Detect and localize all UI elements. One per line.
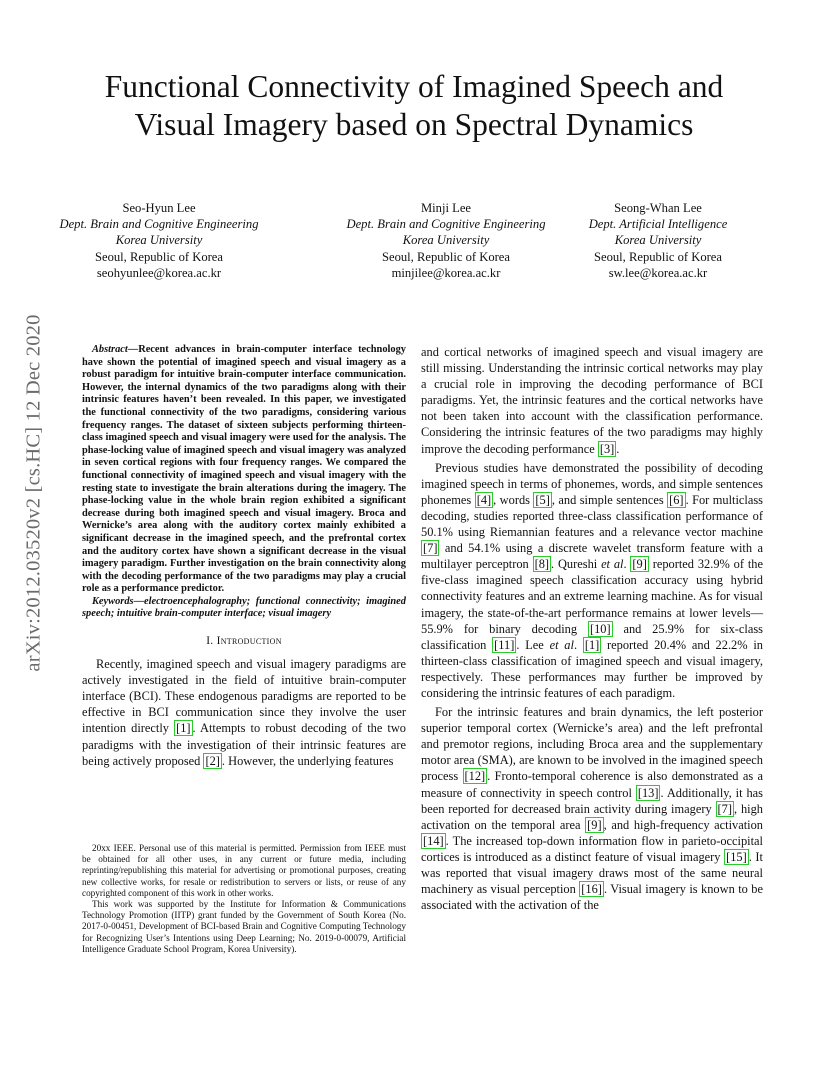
arxiv-id-text: arXiv:2012.03520v2 [cs.HC] 12 Dec 2020 <box>22 314 45 672</box>
text-run-italic: et al <box>601 557 624 572</box>
author-email: seohyunlee@korea.ac.kr <box>96 265 222 280</box>
text-run: . It was reported that visual imagery draws most of the same neural machinery as visual perception <box>421 849 763 897</box>
text-run: . The increased top-down information flow in parieto-occipital cortices is introduced as a distinct feature of visual imagery <box>421 833 763 864</box>
citation-link[interactable]: [3] <box>599 441 615 456</box>
text-run: . For multiclass decoding, studies reported three-class classification performance of 50.1% using Riemannian features and a relevance vector machine <box>421 492 763 540</box>
keywords: Keywords—electroencephalography; functional connectivity; imagined speech; intuitive brain-computer interface; visual imagery <box>82 595 406 620</box>
text-run: . <box>623 557 631 572</box>
citation-link[interactable]: [16] <box>581 882 602 897</box>
citation-link[interactable]: [13] <box>637 785 659 800</box>
body-paragraph-intrinsic-features <box>421 704 763 913</box>
abstract-label: Abstract <box>92 344 128 355</box>
citation-link[interactable]: [12] <box>464 769 486 784</box>
body-paragraph-continued <box>421 344 763 457</box>
author-city: Seoul, Republic of Korea <box>593 249 722 264</box>
citation-link[interactable]: [1] <box>584 637 600 652</box>
text-run: . Additionally, it has been reported for decreased brain activity during imagery <box>421 785 763 816</box>
section-number: I. <box>206 635 214 648</box>
author-name: Seong-Whan Lee <box>614 201 702 215</box>
author-name: Minji Lee <box>420 201 471 215</box>
text-run: . However, the underlying features <box>221 753 394 768</box>
abstract-text: —Recent advances in brain-computer interface technology have shown the potential of imagined speech and visual imagery as a robust paradigm for intuitive brain-computer interface communication. However, the internal dynamics of the two paradigms along with their intrinsic features haven’t been revealed. In this paper, we investigated the functional connectivity of the two paradigms, considering various frequency ranges. The dataset of sixteen subjects performing thirteen-class imagined speech and visual imagery were used for the analysis. The phase-locking value of imagined speech and visual imagery was analyzed in seven cortical regions with four frequency ranges. We compared the functional connectivity of imagined speech and visual imagery with the resting state to investigate the brain alterations during the imagery. The phase-locking value in the whole brain region exhibited a significant decrease during both imagined speech and visual imagery. Broca and Wernicke’s area along with the auditory cortex mainly exhibited a significant decrease in the imagined speech, and the prefrontal cortex and the auditory cortex have shown a significant decrease in the visual imagery paradigm. Further investigation on the brain connectivity along with the decoding performance of the two paradigms may play a crucial role as a performance predictor. <box>82 344 406 595</box>
body-paragraph-previous-studies <box>421 460 763 701</box>
author-block-1 <box>39 200 279 281</box>
text-run: Recently, imagined speech and visual imagery paradigms are actively investigated in the field of intuitive brain-computer interface (BCI). These endogenous paradigms are reported to be effective in BCI communication since they involve the user intention directly <box>82 657 406 736</box>
arxiv-side-identifier <box>14 283 54 703</box>
citation-link[interactable]: [1] <box>176 721 191 736</box>
text-run: Previous studies have demonstrated the possibility of decoding imagined speech in terms of phonemes, words, and simple sentences phonemes <box>421 460 763 507</box>
citation-link[interactable]: [7] <box>717 801 732 816</box>
citation-link[interactable]: [14] <box>423 833 444 848</box>
citation-link[interactable]: [9] <box>587 817 602 832</box>
funding-footnote: This work was supported by the Institute for Information & Communications Technology Promotion (IITP) grant funded by the Government of South Korea (No. 2017-0-00451, Development of BCI-based Brain and Cognitive Computing Technology for Recognizing User’s Intentions using Deep Learning; No. 2019-0-00079, Artificial Intelligence Graduate School Program, Korea University). <box>82 899 406 954</box>
text-run: . Attempts to robust decoding of the two paradigms with the investigation of their intrinsic features are being actively proposed <box>82 721 406 768</box>
citation-link[interactable]: [5] <box>535 492 550 507</box>
text-run-italic: et al <box>549 637 574 652</box>
text-run: For the intrinsic features and brain dynamics, the left posterior superior temporal cortex (Wernicke’s area) and the left prefrontal and premotor regions, including Broca area and the supplementary motor area (SMA), are known to be involved in the imagined speech process <box>421 705 763 784</box>
footnotes <box>82 843 406 955</box>
text-run: , and high-frequency activation <box>603 817 763 832</box>
citation-link[interactable]: [15] <box>726 849 747 864</box>
citation-link[interactable]: [2] <box>205 753 220 768</box>
text-run: and 54.1% using a discrete wavelet transform feature with a multilayer perceptron <box>421 541 763 572</box>
paper-title <box>60 68 768 144</box>
text-run: , high activation on the temporal area <box>421 801 763 832</box>
section-heading-introduction <box>82 635 406 647</box>
citation-link[interactable]: [6] <box>669 492 684 507</box>
text-run: . Visual imagery is known to be associated with the activation of the <box>421 882 763 913</box>
citation-link[interactable]: [4] <box>476 492 492 507</box>
author-block-2 <box>326 200 566 281</box>
author-univ: Korea University <box>402 233 490 248</box>
author-dept: Dept. Brain and Cognitive Engineering <box>346 217 546 232</box>
abstract <box>82 344 406 596</box>
text-run: , words <box>493 492 534 507</box>
citation-link[interactable]: [9] <box>632 557 647 572</box>
copyright-footnote: 20xx IEEE. Personal use of this material is permitted. Permission from IEEE must be obtained for all other uses, in any current or future media, including reprinting/republishing this material for advertising or promotional purposes, creating new collective works, for resale or redistribution to servers or lists, or reuse of any copyrighted component of this work in other works. <box>82 843 406 898</box>
title-line-2: Visual Imagery based on Spectral Dynamics <box>134 107 694 142</box>
author-city: Seoul, Republic of Korea <box>381 249 510 264</box>
author-univ: Korea University <box>614 233 702 248</box>
text-run: , and simple sentences <box>551 492 668 507</box>
citation-link[interactable]: [8] <box>534 557 550 572</box>
text-run: . Fronto-temporal coherence is also demonstrated as a measure of connectivity in speech control <box>421 769 764 800</box>
author-city: Seoul, Republic of Korea <box>94 249 223 264</box>
title-line-1: Functional Connectivity of Imagined Speech and <box>104 69 724 104</box>
citation-link[interactable]: [10] <box>589 621 611 636</box>
text-run: . <box>573 637 583 652</box>
text-run: and cortical networks of imagined speech and visual imagery are still missing. Understanding the intrinsic cortical networks may play a crucial role in improving the decoding performance of BCI paradigms. Yet, the intrinsic features and the cortical networks have not been taken into account with the classification performance. Considering the intrinsic features of the two paradigms may highly improve the decoding performance <box>421 345 763 456</box>
left-column <box>82 344 406 769</box>
text-run: reported 20.4% and 22.2% in thirteen-class classification of imagined speech and visual imagery, respectively. These performances may further be improved by considering the intrinsic features of each paradigm. <box>421 637 763 700</box>
author-block-3 <box>538 200 778 281</box>
citation-link[interactable]: [11] <box>494 637 515 652</box>
right-column <box>421 344 763 913</box>
text-run: . Qureshi <box>551 557 602 572</box>
author-email: sw.lee@korea.ac.kr <box>608 265 708 280</box>
text-run: reported 32.9% of the five-class imagined speech classification accuracy using hybrid connectivity features and an extreme learning machine. As for visual imagery, the state-of-the-art performance remains at lower levels—55.9% for binary decoding <box>421 557 763 636</box>
author-dept: Dept. Artificial Intelligence <box>588 217 728 232</box>
text-run: . <box>616 441 620 456</box>
text-run: . Lee <box>516 637 550 652</box>
text-run: and 25.9% for six-class classification <box>421 621 764 652</box>
section-title: Introduction <box>216 635 282 648</box>
intro-paragraph-1 <box>82 656 406 769</box>
author-email: minjilee@korea.ac.kr <box>391 265 501 280</box>
author-univ: Korea University <box>115 233 203 248</box>
citation-link[interactable]: [7] <box>423 541 438 556</box>
author-dept: Dept. Brain and Cognitive Engineering <box>59 217 259 232</box>
author-name: Seo-Hyun Lee <box>122 201 196 215</box>
